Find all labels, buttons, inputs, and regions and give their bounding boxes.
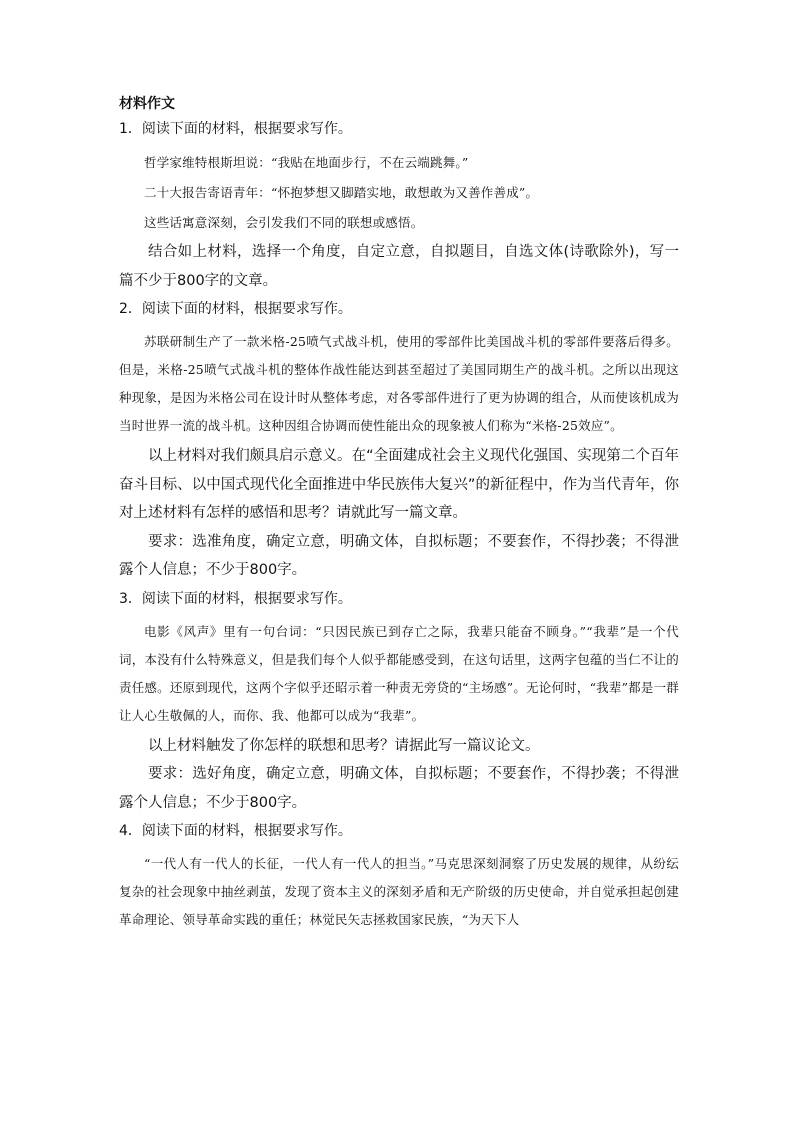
question-1-material-1: 哲学家维特根斯坦说：“我贴在地面步行，不在云端跳舞。” <box>144 155 469 170</box>
question-3-head: 3．阅读下面的材料，根据要求写作。 <box>119 590 352 607</box>
question-2-requirement-2: 要求：选准角度，确定立意，明确文体，自拟标题；不要套作，不得抄袭；不得泄露个人信息；不少于800字。 <box>119 533 679 578</box>
question-4 <box>119 820 679 934</box>
question-2-requirement-1: 以上材料对我们颇具启示意义。在“全面建成社会主义现代化强国、实现第二个百年奋斗目标、以中国式现代化全面推进中华民族伟大复兴”的新征程中，作为当代青年，你对上述材料有怎样的感悟和思考？请就此写一篇文章。 <box>119 448 679 521</box>
question-3-requirement-2: 要求：选好角度，确定立意，明确文体，自拟标题；不要套作，不得抄袭；不得泄露个人信息；不少于800字。 <box>119 766 679 811</box>
question-2 <box>119 298 679 585</box>
question-3 <box>119 588 679 818</box>
question-3-material-1: 电影《风声》里有一句台词：“只因民族已到存亡之际，我辈只能奋不顾身。”“我辈”是一个代词，本没有什么特殊意义，但是我们每个人似乎都能感受到，在这句话里，这两字包蕴的当仁不让的责任感。还原到现代，这两个字似乎还昭示着一种责无旁贷的“主场感”。无论何时，“我辈”都是一群让人心生敬佩的人，而你、我、他都可以成为“我辈”。 <box>119 623 679 723</box>
section-title: 材料作文 <box>119 96 175 112</box>
question-1-material-3: 这些话寓意深刻，会引发我们不同的联想或感悟。 <box>144 215 424 230</box>
question-1-requirement-1: 结合如上材料，选择一个角度，自定立意，自拟题目，自选文体(诗歌除外)，写一篇不少于800字的文章。 <box>119 244 679 289</box>
question-4-head: 4．阅读下面的材料，根据要求写作。 <box>119 823 352 839</box>
question-3-requirement-1: 以上材料触发了你怎样的联想和思考？请据此写一篇议论文。 <box>148 737 540 754</box>
document-content <box>119 93 679 934</box>
question-1-material-2: 二十大报告寄语青年：“怀抱梦想又脚踏实地，敢想敢为又善作善成”。 <box>144 185 539 200</box>
question-1 <box>119 118 679 295</box>
question-1-head: 1．阅读下面的材料，根据要求写作。 <box>119 121 352 137</box>
question-2-head: 2．阅读下面的材料，根据要求写作。 <box>119 301 352 317</box>
question-4-material-1: “一代人有一代人的长征，一代人有一代人的担当。”马克思深刻洞察了历史发展的规律，从纷纭复杂的社会现象中抽丝剥茧，发现了资本主义的深刻矛盾和无产阶级的历史使命，并自觉承担起创建革命理论、领导革命实践的重任；林觉民矢志拯救国家民族，“为天下人 <box>119 856 679 927</box>
question-2-material-1: 苏联研制生产了一款米格-25喷气式战斗机，使用的零部件比美国战斗机的零部件要落后得多。但是，米格-25喷气式战斗机的整体作战性能达到甚至超过了美国同期生产的战斗机。之所以出现这种现象，是因为米格公司在设计时从整体考虑，对各零部件进行了更为协调的组合，从而使该机成为当时世界一流的战斗机。这种因组合协调而使性能出众的现象被人们称为“米格-25效应”。 <box>119 334 679 433</box>
